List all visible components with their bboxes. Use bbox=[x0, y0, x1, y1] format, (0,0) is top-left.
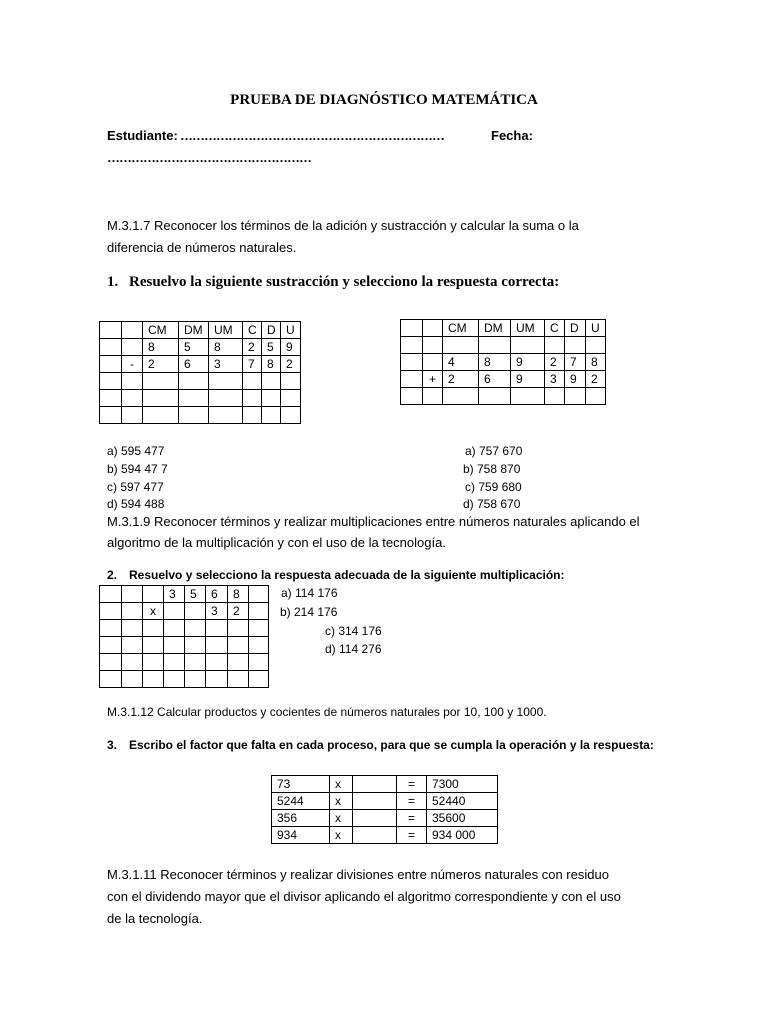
table-cell: 8 bbox=[209, 339, 243, 356]
q1-right-option-d[interactable]: d) 758 670 bbox=[463, 497, 521, 511]
table-cell: x bbox=[143, 603, 164, 620]
table-cell: 4 bbox=[443, 354, 479, 371]
table-cell[interactable] bbox=[423, 337, 443, 354]
objective-m319-line2: algoritmo de la multiplicación y con el uso de la tecnología. bbox=[107, 535, 446, 550]
q2-option-a[interactable]: a) 114 176 bbox=[281, 586, 338, 600]
objective-m317-line1: M.3.1.7 Reconocer los términos de la adición y sustracción y calcular la suma o la bbox=[107, 218, 579, 233]
table-cell: 934 bbox=[272, 827, 330, 844]
table-cell: U bbox=[586, 320, 606, 337]
table-cell[interactable] bbox=[228, 637, 249, 654]
objective-m3112: M.3.1.12 Calcular productos y cocientes de números naturales por 10, 100 y 1000. bbox=[107, 705, 547, 719]
q1-right-option-c[interactable]: c) 759 680 bbox=[465, 480, 522, 494]
table-cell[interactable] bbox=[122, 620, 143, 637]
table-cell[interactable] bbox=[100, 407, 122, 424]
table-cell[interactable] bbox=[179, 373, 209, 390]
table-row bbox=[100, 603, 269, 620]
table-cell: 8 bbox=[143, 339, 179, 356]
table-cell: 3 bbox=[545, 371, 565, 388]
table-cell[interactable] bbox=[249, 671, 269, 688]
table-cell[interactable] bbox=[586, 337, 606, 354]
table-cell[interactable] bbox=[401, 337, 423, 354]
table-cell[interactable] bbox=[401, 354, 423, 371]
table-row bbox=[100, 620, 269, 637]
table-cell[interactable] bbox=[479, 337, 511, 354]
table-cell[interactable] bbox=[249, 654, 269, 671]
table-cell[interactable] bbox=[479, 388, 511, 405]
table-cell[interactable] bbox=[423, 320, 443, 337]
table-row bbox=[100, 390, 301, 407]
q1-left-option-b[interactable]: b) 594 47 7 bbox=[107, 462, 168, 476]
table-row bbox=[100, 407, 301, 424]
table-cell[interactable] bbox=[209, 407, 243, 424]
objective-m319-line1: M.3.1.9 Reconocer términos y realizar multiplicaciones entre números naturales aplicando el bbox=[107, 514, 640, 529]
table-cell: D bbox=[565, 320, 586, 337]
table-cell: x bbox=[330, 776, 353, 793]
table-cell: 8 bbox=[228, 586, 249, 603]
table-cell[interactable] bbox=[143, 637, 164, 654]
table-cell[interactable] bbox=[243, 407, 262, 424]
table-row bbox=[272, 776, 498, 793]
table-cell[interactable] bbox=[545, 388, 565, 405]
table-cell: + bbox=[423, 371, 443, 388]
table-cell: DM bbox=[179, 322, 209, 339]
table-cell: = bbox=[397, 793, 427, 810]
table-cell[interactable] bbox=[122, 603, 143, 620]
table-cell: DM bbox=[479, 320, 511, 337]
table-cell[interactable] bbox=[100, 603, 122, 620]
table-cell: 35600 bbox=[427, 810, 498, 827]
table-cell[interactable] bbox=[100, 322, 122, 339]
table-cell[interactable] bbox=[122, 671, 143, 688]
table-cell[interactable] bbox=[249, 637, 269, 654]
table-cell: 2 bbox=[586, 371, 606, 388]
table-cell[interactable] bbox=[262, 390, 281, 407]
table-cell[interactable] bbox=[353, 776, 397, 793]
table-cell: 3 bbox=[164, 586, 185, 603]
table-cell[interactable] bbox=[100, 339, 122, 356]
q2-option-d[interactable]: d) 114 276 bbox=[325, 642, 382, 656]
table-cell: 934 000 bbox=[427, 827, 498, 844]
table-cell[interactable] bbox=[511, 388, 545, 405]
table-cell[interactable] bbox=[143, 671, 164, 688]
table-cell[interactable] bbox=[401, 371, 423, 388]
table-cell[interactable] bbox=[565, 337, 586, 354]
table-cell[interactable] bbox=[423, 354, 443, 371]
table-cell[interactable] bbox=[122, 339, 143, 356]
q1-number: 1. bbox=[107, 274, 119, 290]
table-cell[interactable] bbox=[122, 373, 143, 390]
table-cell: 2 bbox=[545, 354, 565, 371]
table-cell: 356 bbox=[272, 810, 330, 827]
table-cell: 9 bbox=[565, 371, 586, 388]
q2-number: 2. bbox=[107, 568, 118, 582]
table-cell: 8 bbox=[586, 354, 606, 371]
q1-question: Resuelvo la siguiente sustracción y selecciono la respuesta correcta: bbox=[129, 274, 560, 290]
table-row bbox=[100, 356, 301, 373]
table-cell[interactable] bbox=[281, 373, 301, 390]
table-cell: 5 bbox=[185, 586, 206, 603]
table-cell[interactable] bbox=[164, 637, 185, 654]
table-cell: x bbox=[330, 810, 353, 827]
table-cell: CM bbox=[443, 320, 479, 337]
table-cell: 5 bbox=[262, 339, 281, 356]
table-cell: UM bbox=[511, 320, 545, 337]
table-cell: 6 bbox=[179, 356, 209, 373]
factor-table bbox=[271, 775, 498, 844]
table-cell[interactable] bbox=[143, 586, 164, 603]
table-cell[interactable] bbox=[228, 671, 249, 688]
table-cell[interactable] bbox=[143, 654, 164, 671]
table-row bbox=[100, 586, 269, 603]
multiplication-table bbox=[99, 585, 269, 688]
table-row bbox=[100, 654, 269, 671]
q3-question: Escribo el factor que falta en cada proceso, para que se cumpla la operación y la respuesta: bbox=[129, 738, 654, 752]
table-row bbox=[401, 371, 606, 388]
table-cell[interactable] bbox=[243, 390, 262, 407]
table-cell[interactable] bbox=[164, 620, 185, 637]
table-cell: 7 bbox=[565, 354, 586, 371]
table-row bbox=[401, 388, 606, 405]
table-cell[interactable] bbox=[243, 373, 262, 390]
table-cell[interactable] bbox=[209, 373, 243, 390]
table-cell: = bbox=[397, 810, 427, 827]
page-title: PRUEBA DE DIAGNÓSTICO MATEMÁTICA bbox=[230, 92, 538, 108]
student-field[interactable]: ………………………………………………………… bbox=[180, 128, 444, 143]
table-row bbox=[272, 810, 498, 827]
table-cell[interactable] bbox=[100, 586, 122, 603]
table-cell[interactable] bbox=[353, 810, 397, 827]
table-cell[interactable] bbox=[401, 320, 423, 337]
table-cell[interactable] bbox=[206, 671, 228, 688]
table-cell[interactable] bbox=[443, 337, 479, 354]
table-cell[interactable] bbox=[228, 620, 249, 637]
table-cell[interactable] bbox=[185, 620, 206, 637]
table-row bbox=[100, 339, 301, 356]
table-cell[interactable] bbox=[228, 654, 249, 671]
date-field[interactable]: …………………………………………… bbox=[107, 150, 311, 165]
table-cell[interactable] bbox=[185, 654, 206, 671]
table-cell: 8 bbox=[479, 354, 511, 371]
table-cell[interactable] bbox=[143, 620, 164, 637]
table-cell[interactable] bbox=[179, 407, 209, 424]
table-cell[interactable] bbox=[179, 390, 209, 407]
table-row bbox=[100, 322, 301, 339]
q2-option-c[interactable]: c) 314 176 bbox=[325, 624, 382, 638]
table-cell[interactable] bbox=[164, 654, 185, 671]
q1-left-option-a[interactable]: a) 595 477 bbox=[107, 444, 165, 458]
q1-left-option-c[interactable]: c) 597 477 bbox=[107, 480, 164, 494]
table-cell[interactable] bbox=[100, 637, 122, 654]
table-cell[interactable] bbox=[249, 620, 269, 637]
table-cell[interactable] bbox=[209, 390, 243, 407]
table-cell: 2 bbox=[281, 356, 301, 373]
table-cell: D bbox=[262, 322, 281, 339]
q1-right-option-b[interactable]: b) 758 870 bbox=[463, 462, 521, 476]
table-cell[interactable] bbox=[206, 620, 228, 637]
table-cell[interactable] bbox=[249, 586, 269, 603]
table-cell[interactable] bbox=[122, 407, 143, 424]
table-cell[interactable] bbox=[353, 793, 397, 810]
table-row bbox=[401, 320, 606, 337]
table-cell: 9 bbox=[511, 354, 545, 371]
table-cell[interactable] bbox=[122, 586, 143, 603]
table-cell[interactable] bbox=[143, 373, 179, 390]
table-row bbox=[401, 337, 606, 354]
table-cell: C bbox=[545, 320, 565, 337]
table-cell: x bbox=[330, 827, 353, 844]
table-cell[interactable] bbox=[143, 390, 179, 407]
table-row bbox=[100, 373, 301, 390]
table-cell: x bbox=[330, 793, 353, 810]
date-label: Fecha: bbox=[491, 128, 533, 143]
table-cell: 7300 bbox=[427, 776, 498, 793]
table-cell[interactable] bbox=[164, 671, 185, 688]
table-cell[interactable] bbox=[281, 390, 301, 407]
table-cell: 2 bbox=[443, 371, 479, 388]
table-cell[interactable] bbox=[206, 654, 228, 671]
table-cell: 9 bbox=[281, 339, 301, 356]
table-cell[interactable] bbox=[262, 373, 281, 390]
addition-table bbox=[400, 319, 606, 405]
table-cell[interactable] bbox=[443, 388, 479, 405]
q2-question: Resuelvo y selecciono la respuesta adecuada de la siguiente multiplicación: bbox=[129, 568, 565, 582]
table-row bbox=[100, 637, 269, 654]
q1-left-option-d[interactable]: d) 594 488 bbox=[107, 497, 165, 511]
table-cell: 3 bbox=[206, 603, 228, 620]
table-row bbox=[100, 671, 269, 688]
objective-m3111-line2: con el dividendo mayor que el divisor aplicando el algoritmo correspondiente y con el uso bbox=[107, 889, 621, 904]
table-cell: 7 bbox=[243, 356, 262, 373]
table-cell: 5244 bbox=[272, 793, 330, 810]
table-cell[interactable] bbox=[565, 388, 586, 405]
table-cell[interactable] bbox=[401, 388, 423, 405]
table-cell: 5 bbox=[179, 339, 209, 356]
table-cell[interactable] bbox=[206, 637, 228, 654]
table-cell: 9 bbox=[511, 371, 545, 388]
subtraction-table bbox=[99, 321, 301, 424]
table-cell[interactable] bbox=[122, 637, 143, 654]
table-cell: - bbox=[122, 356, 143, 373]
table-cell[interactable] bbox=[122, 390, 143, 407]
objective-m3111-line3: de la tecnología. bbox=[107, 911, 203, 926]
table-cell[interactable] bbox=[185, 671, 206, 688]
table-row bbox=[401, 354, 606, 371]
table-cell[interactable] bbox=[185, 603, 206, 620]
q3-number: 3. bbox=[107, 738, 118, 752]
table-cell: = bbox=[397, 827, 427, 844]
table-cell[interactable] bbox=[143, 407, 179, 424]
table-cell[interactable] bbox=[511, 337, 545, 354]
table-cell[interactable] bbox=[100, 373, 122, 390]
table-cell: 8 bbox=[262, 356, 281, 373]
table-cell[interactable] bbox=[586, 388, 606, 405]
table-cell: C bbox=[243, 322, 262, 339]
table-cell[interactable] bbox=[100, 620, 122, 637]
table-cell: 2 bbox=[143, 356, 179, 373]
objective-m3111-line1: M.3.1.11 Reconocer términos y realizar divisiones entre números naturales con residuo bbox=[107, 867, 609, 882]
table-row bbox=[272, 827, 498, 844]
table-cell: U bbox=[281, 322, 301, 339]
table-cell: 2 bbox=[243, 339, 262, 356]
table-row bbox=[272, 793, 498, 810]
table-cell: 2 bbox=[228, 603, 249, 620]
table-cell[interactable] bbox=[353, 827, 397, 844]
table-cell[interactable] bbox=[249, 603, 269, 620]
table-cell: = bbox=[397, 776, 427, 793]
table-cell: 6 bbox=[206, 586, 228, 603]
table-cell: 3 bbox=[209, 356, 243, 373]
table-cell: 73 bbox=[272, 776, 330, 793]
table-cell[interactable] bbox=[100, 654, 122, 671]
table-cell[interactable] bbox=[281, 407, 301, 424]
table-cell[interactable] bbox=[545, 337, 565, 354]
table-cell: CM bbox=[143, 322, 179, 339]
table-cell[interactable] bbox=[100, 671, 122, 688]
table-cell[interactable] bbox=[185, 637, 206, 654]
table-cell[interactable] bbox=[100, 356, 122, 373]
q2-option-b[interactable]: b) 214 176 bbox=[280, 605, 338, 619]
table-cell[interactable] bbox=[262, 407, 281, 424]
table-cell[interactable] bbox=[122, 654, 143, 671]
q1-right-option-a[interactable]: a) 757 670 bbox=[465, 444, 523, 458]
table-cell: 52440 bbox=[427, 793, 498, 810]
table-cell[interactable] bbox=[164, 603, 185, 620]
objective-m317-line2: diferencia de números naturales. bbox=[107, 240, 297, 255]
table-cell: UM bbox=[209, 322, 243, 339]
student-label: Estudiante: bbox=[107, 128, 178, 143]
table-cell[interactable] bbox=[423, 388, 443, 405]
table-cell: 6 bbox=[479, 371, 511, 388]
table-cell[interactable] bbox=[122, 322, 143, 339]
table-cell[interactable] bbox=[100, 390, 122, 407]
